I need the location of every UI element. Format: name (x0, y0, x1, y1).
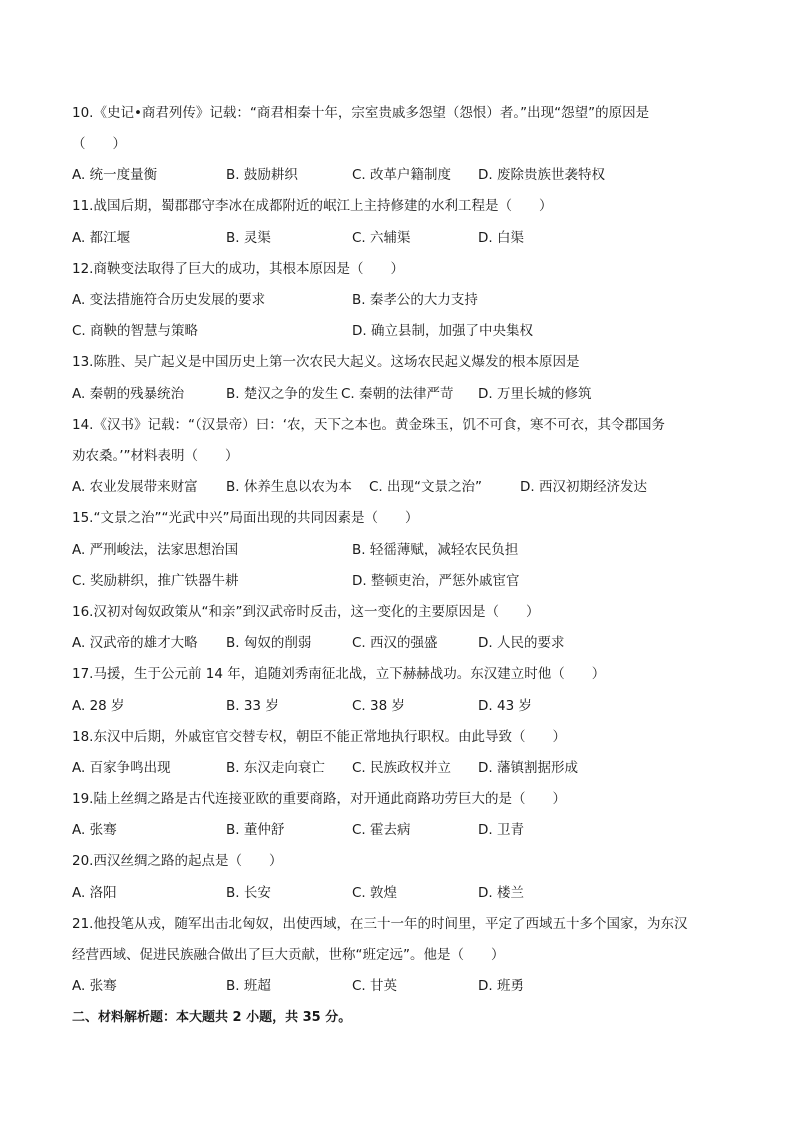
question-21-stem-line-2: 经营西域、促进民族融合做出了巨大贡献，世称“班定远”。他是（ ） (72, 947, 505, 963)
question-17-option-c: C. 38 岁 (352, 698, 405, 714)
question-10-option-d: D. 废除贵族世袭特权 (478, 167, 605, 183)
question-19-option-c: C. 霍去病 (352, 822, 411, 838)
question-20-option-a: A. 洛阳 (72, 885, 117, 901)
question-14-option-a: A. 农业发展带来财富 (72, 479, 198, 495)
question-12-option-b: B. 秦孝公的大力支持 (352, 292, 478, 308)
question-18-option-a: A. 百家争鸣出现 (72, 760, 171, 776)
question-16-option-d: D. 人民的要求 (478, 635, 565, 651)
question-19-option-d: D. 卫青 (478, 822, 524, 838)
question-18-option-b: B. 东汉走向衰亡 (226, 760, 325, 776)
question-20-option-d: D. 楼兰 (478, 885, 524, 901)
question-14-stem-line-2: 劝农桑。’”材料表明（ ） (72, 448, 239, 464)
question-11-stem: 11.战国后期，蜀郡郡守李冰在成都附近的岷江上主持修建的水利工程是（ ） (72, 198, 553, 214)
question-21-stem-line-1: 21.他投笔从戎，随军出击北匈奴，出使西域，在三十一年的时间里，平定了西域五十多个国家，为东汉 (72, 916, 688, 932)
question-16-option-b: B. 匈奴的削弱 (226, 635, 312, 651)
question-15-stem: 15.“文景之治”“光武中兴”局面出现的共同因素是（ ） (72, 510, 419, 526)
question-14-option-d: D. 西汉初期经济发达 (520, 479, 647, 495)
question-13-option-b: B. 楚汉之争的发生 (226, 386, 339, 402)
question-12-option-c: C. 商鞅的智慧与策略 (72, 323, 199, 339)
question-17-option-a: A. 28 岁 (72, 698, 125, 714)
question-13-stem: 13.陈胜、吴广起义是中国历史上第一次农民大起义。这场农民起义爆发的根本原因是 (72, 354, 580, 370)
question-20-stem: 20.西汉丝绸之路的起点是（ ） (72, 853, 283, 869)
question-20-option-b: B. 长安 (226, 885, 271, 901)
question-19-stem: 19.陆上丝绸之路是古代连接亚欧的重要商路，对开通此商路功劳巨大的是（ ） (72, 791, 566, 807)
question-16-stem: 16.汉初对匈奴政策从“和亲”到汉武帝时反击，这一变化的主要原因是（ ） (72, 604, 540, 620)
question-10-option-a: A. 统一度量衡 (72, 167, 158, 183)
question-21-option-c: C. 甘英 (352, 978, 398, 994)
question-13-option-a: A. 秦朝的残暴统治 (72, 386, 185, 402)
question-11-option-b: B. 灵渠 (226, 230, 271, 246)
question-16-option-c: C. 西汉的强盛 (352, 635, 438, 651)
question-15-option-b: B. 轻徭薄赋，减轻农民负担 (352, 542, 519, 558)
question-13-option-d: D. 万里长城的修筑 (478, 386, 592, 402)
question-18-option-d: D. 藩镇割据形成 (478, 760, 578, 776)
question-12-option-a: A. 变法措施符合历史发展的要求 (72, 292, 266, 308)
question-10-option-b: B. 鼓励耕织 (226, 167, 298, 183)
question-10-stem-line-2: （ ） (72, 136, 126, 152)
question-14-option-b: B. 休养生息以农为本 (226, 479, 352, 495)
question-17-option-d: D. 43 岁 (478, 698, 532, 714)
question-15-option-d: D. 整顿吏治，严惩外戚宦官 (352, 573, 520, 589)
question-15-option-a: A. 严刑峻法，法家思想治国 (72, 542, 239, 558)
question-12-stem: 12.商鞅变法取得了巨大的成功，其根本原因是（ ） (72, 261, 404, 277)
question-11-option-a: A. 都江堰 (72, 230, 131, 246)
question-15-option-c: C. 奖励耕织，推广铁器牛耕 (72, 573, 239, 589)
question-11-option-c: C. 六辅渠 (352, 230, 411, 246)
question-17-option-b: B. 33 岁 (226, 698, 279, 714)
question-21-option-b: B. 班超 (226, 978, 271, 994)
question-19-option-b: B. 董仲舒 (226, 822, 285, 838)
question-16-option-a: A. 汉武帝的雄才大略 (72, 635, 198, 651)
question-10-stem-line-1: 10.《史记•商君列传》记载：“商君相秦十年，宗室贵戚多怨望（怨恨）者。”出现“怨望”的原因是 (72, 105, 650, 121)
question-19-option-a: A. 张骞 (72, 822, 117, 838)
question-14-stem-line-1: 14.《汉书》记载：“（汉景帝）曰：‘农，天下之本也。黄金珠玉，饥不可食，寒不可衣，其令郡国务 (72, 417, 666, 433)
question-21-option-a: A. 张骞 (72, 978, 117, 994)
question-20-option-c: C. 敦煌 (352, 885, 398, 901)
question-10-option-c: C. 改革户籍制度 (352, 167, 452, 183)
question-12-option-d: D. 确立县制，加强了中央集权 (352, 323, 533, 339)
section-heading: 二、材料解析题：本大题共 2 小题，共 35 分。 (72, 1010, 352, 1025)
question-18-option-c: C. 民族政权并立 (352, 760, 452, 776)
question-21-option-d: D. 班勇 (478, 978, 524, 994)
question-14-option-c: C. 出现“文景之治” (369, 479, 482, 495)
question-17-stem: 17.马援，生于公元前 14 年，追随刘秀南征北战，立下赫赫战功。东汉建立时他（ ） (72, 666, 606, 682)
question-13-option-c: C. 秦朝的法律严苛 (341, 386, 454, 402)
question-11-option-d: D. 白渠 (478, 230, 524, 246)
question-18-stem: 18.东汉中后期，外戚宦官交替专权，朝臣不能正常地执行职权。由此导致（ ） (72, 729, 566, 745)
